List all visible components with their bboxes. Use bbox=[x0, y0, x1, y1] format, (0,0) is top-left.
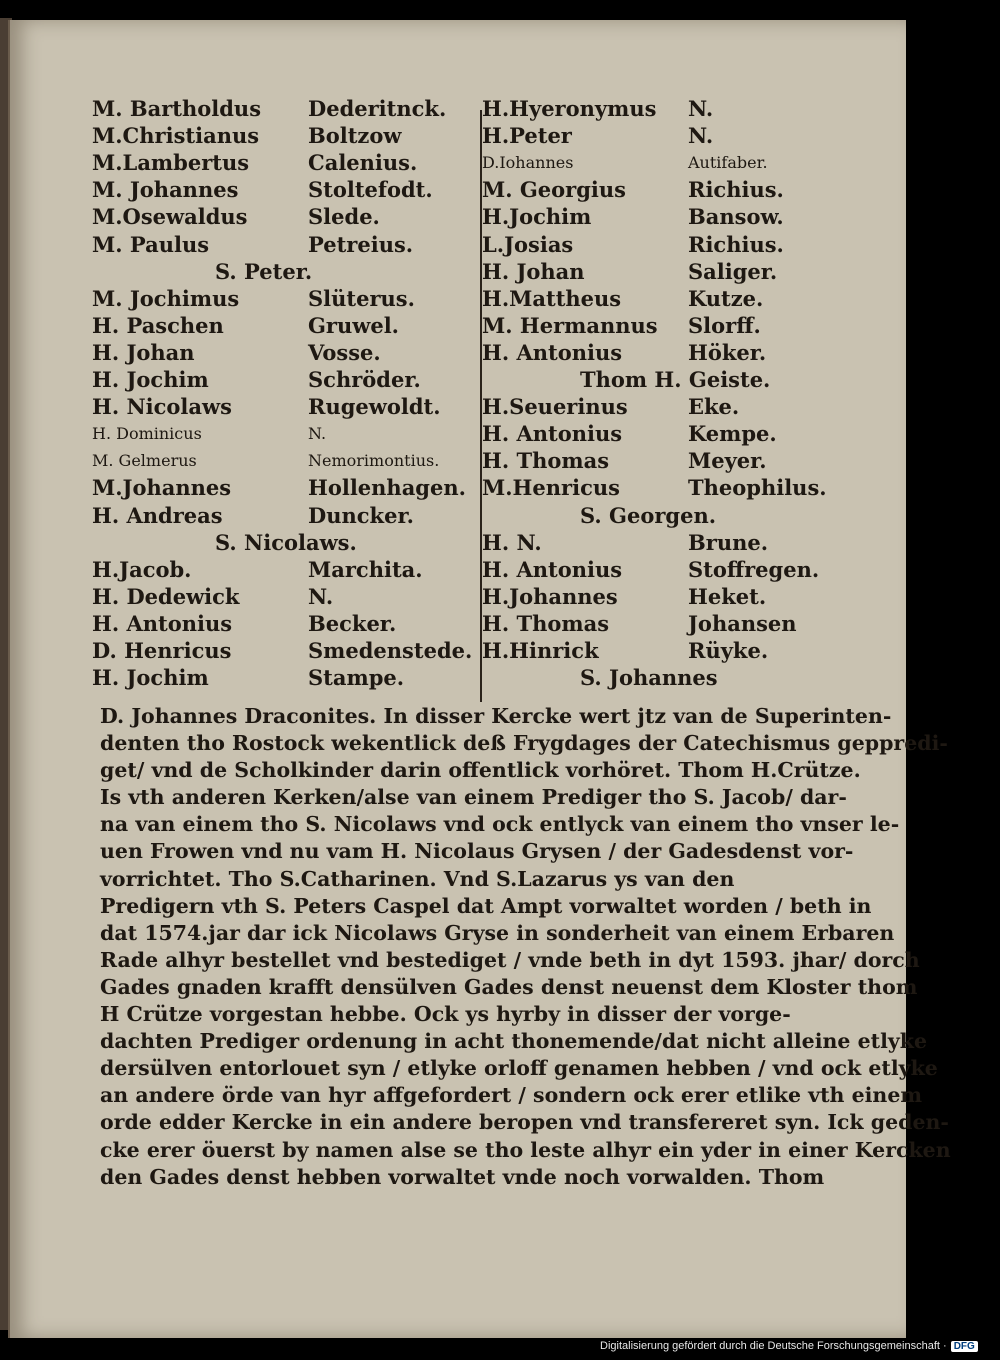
paragraph-line: den Gades denst hebben vorwaltet vnde noch vorwalden. Thom bbox=[100, 1164, 825, 1189]
clergy-surname: Smedenstede. bbox=[308, 638, 473, 663]
section-heading: Thom H. Geiste. bbox=[580, 367, 771, 392]
clergy-title-name: H. Antonius bbox=[482, 339, 623, 365]
paragraph-line: uen Frowen vnd nu vam H. Nicolaus Grysen / der Gadesdenst vor- bbox=[100, 839, 854, 864]
clergy-title-name: D.Iohannes bbox=[482, 153, 574, 173]
clergy-title-name: H. Paschen bbox=[92, 312, 224, 338]
clergy-title-name: H. Dedewick bbox=[92, 583, 240, 609]
paragraph-line: dat 1574.jar dar ick Nicolaws Gryse in sonderheit van einem Erbaren bbox=[100, 920, 895, 945]
paragraph-line: orde edder Kercke in ein andere beropen vnd transfereret syn. Ick geden- bbox=[100, 1110, 949, 1135]
clergy-title-name: H. Johan bbox=[482, 258, 585, 284]
clergy-title-name: H.Seuerinus bbox=[482, 394, 628, 420]
clergy-title-name: M. Gelmerus bbox=[92, 451, 197, 471]
dfg-logo: DFG bbox=[951, 1341, 978, 1352]
book-page bbox=[8, 20, 951, 1338]
clergy-surname: Saliger. bbox=[688, 258, 778, 284]
clergy-title-name: H. Dominicus bbox=[92, 424, 202, 444]
clergy-title-name: H. Jochim bbox=[92, 367, 209, 392]
clergy-title-name: H. Antonius bbox=[482, 421, 623, 447]
clergy-surname: Slorff. bbox=[688, 312, 761, 338]
clergy-title-name: H.Johannes bbox=[482, 583, 618, 609]
paragraph-line: an andere örde van hyr affgefordert / sondern ock erer etlike vth einem bbox=[100, 1083, 923, 1108]
paragraph-line: dersülven entorlouet syn / etlyke orloff genamen hebben / vnd ock etlyke bbox=[100, 1056, 938, 1081]
clergy-title-name: H.Peter bbox=[482, 123, 572, 149]
paragraph-line: na van einem tho S. Nicolaws vnd ock entlyck van einem tho vnser le- bbox=[100, 812, 900, 837]
clergy-surname: Slüterus. bbox=[308, 285, 415, 311]
clergy-surname: Rugewoldt. bbox=[308, 394, 441, 420]
clergy-title-name: M. Georgius bbox=[482, 177, 626, 203]
clergy-surname: Schröder. bbox=[308, 367, 421, 392]
clergy-surname: Richius. bbox=[688, 231, 784, 257]
clergy-surname: Kutze. bbox=[688, 285, 764, 311]
clergy-title-name: M. Jochimus bbox=[92, 285, 240, 311]
clergy-title-name: H. Jochim bbox=[92, 665, 209, 691]
clergy-surname: Rüyke. bbox=[688, 638, 769, 663]
clergy-surname: Höker. bbox=[688, 339, 767, 365]
clergy-title-name: H.Hyeronymus bbox=[482, 96, 657, 121]
clergy-title-name: M.Christianus bbox=[92, 123, 260, 149]
clergy-surname: Heket. bbox=[688, 583, 767, 609]
clergy-surname: Becker. bbox=[308, 610, 397, 636]
paragraph-line: Predigern vth S. Peters Caspel dat Ampt vorwaltet worden / beth in bbox=[100, 893, 872, 918]
paragraph-line: vorrichtet. Tho S.Catharinen. Vnd S.Lazarus ys van den bbox=[100, 866, 735, 891]
clergy-surname: N. bbox=[688, 123, 714, 149]
paragraph-line: get/ vnd de Scholkinder darin offentlick vorhöret. Thom H.Crütze. bbox=[100, 758, 861, 783]
paragraph-line: D. Johannes Draconites. In disser Kercke wert jtz van de Superinten- bbox=[100, 704, 892, 728]
paragraph-line: cke erer öuerst by namen alse se tho leste alhyr ein yder in einer Kercken bbox=[100, 1137, 951, 1162]
clergy-title-name: M. Hermannus bbox=[482, 312, 658, 338]
clergy-surname: N. bbox=[308, 583, 334, 609]
clergy-title-name: H.Mattheus bbox=[482, 285, 622, 311]
clergy-surname: Brune. bbox=[688, 529, 769, 555]
clergy-surname: Stampe. bbox=[308, 665, 405, 691]
clergy-surname: N. bbox=[688, 96, 714, 121]
clergy-surname: Nemorimontius. bbox=[308, 451, 440, 471]
clergy-surname: Theophilus. bbox=[688, 475, 827, 501]
paragraph-line: Rade alhyr bestellet vnd bestediget / vnde beth in dyt 1593. jhar/ dorch bbox=[100, 947, 920, 972]
clergy-surname: Calenius. bbox=[308, 150, 418, 176]
clergy-title-name: D. Henricus bbox=[92, 638, 232, 663]
clergy-title-name: M. Bartholdus bbox=[92, 96, 262, 121]
clergy-title-name: H.Jacob. bbox=[92, 556, 192, 582]
clergy-surname: Stoltefodt. bbox=[308, 177, 433, 203]
paragraph-line: Gades gnaden krafft densülven Gades denst neuenst dem Kloster thom bbox=[100, 974, 918, 999]
clergy-title-name: M. Johannes bbox=[92, 177, 239, 203]
clergy-surname: Boltzow bbox=[308, 123, 402, 149]
clergy-surname: Stoffregen. bbox=[688, 556, 820, 582]
clergy-surname: Autifaber. bbox=[688, 153, 768, 173]
clergy-surname: Petreius. bbox=[308, 231, 414, 257]
footer-text: Digitalisierung gefördert durch die Deutsche Forschungsgemeinschaft · bbox=[600, 1340, 947, 1352]
clergy-title-name: H.Jochim bbox=[482, 204, 592, 230]
clergy-title-name: H. Antonius bbox=[482, 556, 623, 582]
footer-credit bbox=[600, 1340, 978, 1352]
clergy-surname: Gruwel. bbox=[308, 312, 399, 338]
clergy-title-name: H. N. bbox=[482, 529, 542, 555]
clergy-surname: Meyer. bbox=[688, 448, 767, 474]
clergy-surname: Dederitnck. bbox=[308, 96, 447, 121]
clergy-surname: Vosse. bbox=[308, 339, 381, 365]
clergy-title-name: M.Henricus bbox=[482, 475, 620, 501]
body-paragraph bbox=[100, 703, 951, 1191]
clergy-title-name: M.Johannes bbox=[92, 475, 232, 501]
clergy-surname: Slede. bbox=[308, 204, 380, 230]
clergy-surname: Duncker. bbox=[308, 502, 414, 528]
clergy-surname: Eke. bbox=[688, 394, 740, 420]
section-heading: S. Georgen. bbox=[580, 502, 717, 528]
section-heading: S. Peter. bbox=[215, 258, 313, 284]
clergy-title-name: H. Nicolaws bbox=[92, 394, 232, 420]
section-heading: S. Johannes bbox=[580, 665, 718, 691]
clergy-title-name: M.Lambertus bbox=[92, 150, 250, 176]
clergy-surname: Marchita. bbox=[308, 556, 423, 582]
clergy-surname: Kempe. bbox=[688, 421, 777, 447]
paragraph-line: H Crütze vorgestan hebbe. Ock ys hyrby in disser der vorge- bbox=[100, 1002, 791, 1027]
clergy-title-name: M.Osewaldus bbox=[92, 204, 248, 230]
clergy-surname: N. bbox=[308, 424, 327, 444]
clergy-title-name: H. Thomas bbox=[482, 448, 610, 474]
paragraph-line: dachten Prediger ordenung in acht thonemende/dat nicht alleine etlyke bbox=[100, 1029, 928, 1054]
clergy-title-name: H. Andreas bbox=[92, 502, 223, 528]
clergy-title-name: H.Hinrick bbox=[482, 638, 599, 663]
clergy-title-name: H. Antonius bbox=[92, 610, 233, 636]
clergy-surname: Johansen bbox=[688, 610, 797, 636]
clergy-title-name: H. Thomas bbox=[482, 610, 610, 636]
clergy-title-name: M. Paulus bbox=[92, 231, 210, 257]
section-heading: S. Nicolaws. bbox=[215, 529, 357, 555]
clergy-surname: Richius. bbox=[688, 177, 784, 203]
clergy-surname: Hollenhagen. bbox=[308, 475, 466, 501]
paragraph-line: denten tho Rostock wekentlick deß Frygdages der Catechismus geppredi- bbox=[100, 731, 948, 756]
clergy-title-name: H. Johan bbox=[92, 339, 195, 365]
paragraph-line: Is vth anderen Kerken/alse van einem Prediger tho S. Jacob/ dar- bbox=[100, 785, 847, 810]
clergy-title-name: L.Josias bbox=[482, 231, 574, 257]
clergy-surname: Bansow. bbox=[688, 204, 784, 230]
